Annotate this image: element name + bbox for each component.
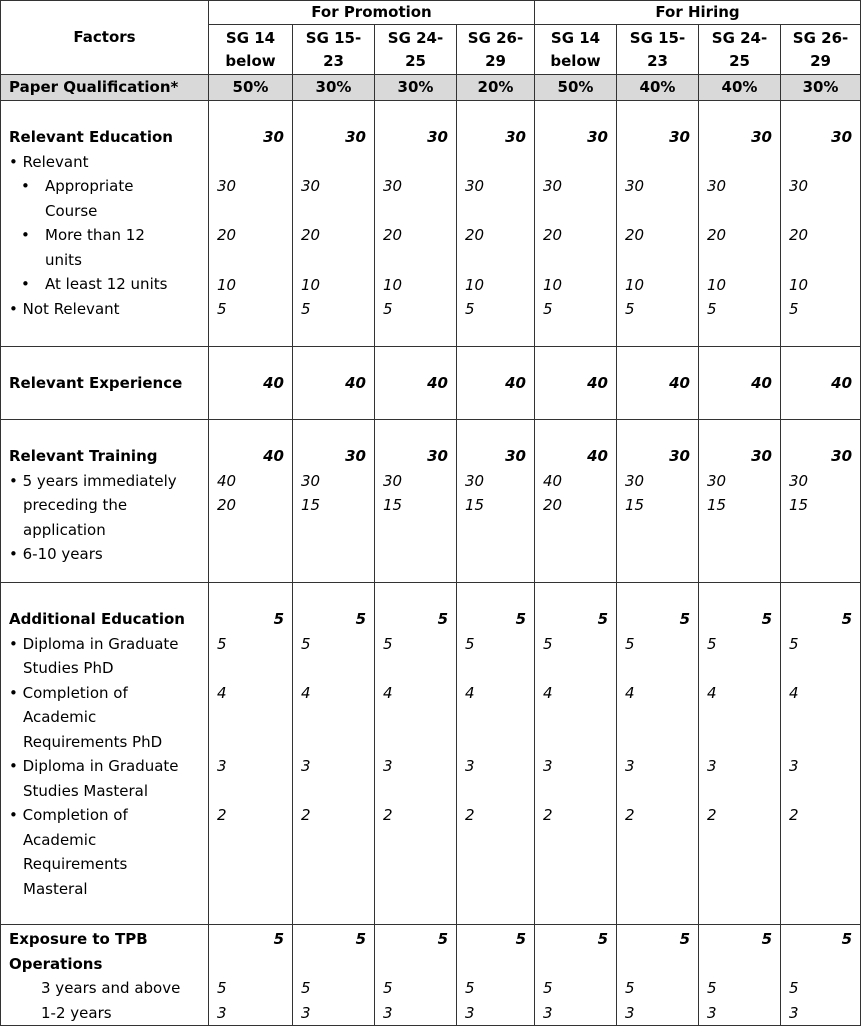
not-relevant-item: • Not Relevant [9,299,120,318]
exposure-sub-score: 5 [625,979,635,997]
exposure-title: Exposure to TPB Operations [9,930,148,973]
exposure-item-3years: 3 years and above [41,979,181,997]
sg-col-header: SG 26- 29 [457,25,535,75]
additional-score-cell [457,583,535,925]
education-sub-score: 20 [383,226,403,244]
training-sub-score: 30 [383,471,403,490]
education-sub-score: 20 [301,226,321,244]
education-max-score: 30 [751,128,772,146]
additional-education-factor [1,583,209,925]
training-sub-score: 15 [707,496,727,514]
education-sub-score: 30 [301,176,321,195]
paper-qualification-value: 20% [457,75,535,101]
sg-col-header: SG 14 below [535,25,617,75]
education-max-score: 30 [669,128,690,146]
relevant-training-title: Relevant Training [9,447,158,465]
additional-sub-score: 2 [707,806,717,824]
paper-qualification-value: 30% [781,75,861,101]
paper-qualification-value: 40% [617,75,699,101]
education-sub-score: 30 [789,176,809,195]
additional-sub-score: 4 [301,683,311,702]
exposure-max-score: 5 [679,930,690,948]
education-max-score: 30 [505,128,526,146]
education-sub-score: 5 [625,300,635,318]
additional-sub-score: 3 [217,757,227,775]
paper-qualification-value: 30% [375,75,457,101]
experience-max-score: 40 [751,373,772,392]
exposure-sub-score: 3 [543,1003,553,1022]
factors-header: Factors [1,1,209,75]
education-sub-score: 20 [217,226,237,244]
additional-sub-score: 5 [383,634,393,653]
exposure-factor [1,925,209,1026]
additional-sub-score: 5 [217,634,227,653]
paper-qualification-label: Paper Qualification* [1,75,209,101]
training-score-cell [699,420,781,583]
experience-score-cell [617,347,699,420]
sg-col-header: SG 15- 23 [293,25,375,75]
experience-score-cell [781,347,861,420]
training-max-score: 40 [263,447,284,465]
education-max-score: 30 [345,128,366,146]
additional-sub-score: 5 [465,634,475,653]
education-sub-score: 10 [217,275,237,294]
exposure-sub-score: 3 [383,1003,393,1022]
education-sub-score: 5 [217,300,227,318]
additional-sub-score: 3 [707,757,717,775]
training-score-cell [375,420,457,583]
additional-score-cell [617,583,699,925]
additional-score-cell [293,583,375,925]
education-sub-score: 10 [789,275,809,294]
education-sub-score: 20 [707,226,727,244]
exposure-sub-score: 3 [789,1003,799,1022]
additional-sub-score: 2 [217,806,227,824]
education-sub-score: 20 [625,226,645,244]
training-sub-score: 30 [301,471,321,490]
additional-score-cell [699,583,781,925]
education-score-cell [781,101,861,347]
exposure-max-score: 5 [515,930,526,948]
education-sub-score: 30 [543,176,563,195]
exposure-max-score: 5 [761,930,772,948]
relevant-education-factor [1,101,209,347]
experience-max-score: 40 [263,373,284,392]
education-score-cell [375,101,457,347]
additional-sub-score: 4 [625,683,635,702]
additional-score-cell [781,583,861,925]
exposure-score-cell [781,925,861,1026]
exposure-sub-score: 3 [465,1003,475,1022]
relevant-training-factor [1,420,209,583]
experience-max-score: 40 [669,373,690,392]
paper-qualification-value: 50% [209,75,293,101]
education-sub-score: 30 [625,176,645,195]
education-sub-score: 20 [543,226,563,244]
additional-sub-score: 5 [301,634,311,653]
additional-max-score: 5 [761,610,772,628]
additional-sub-score: 3 [789,757,799,775]
additional-sub-score: 3 [383,757,393,775]
exposure-max-score: 5 [273,930,284,948]
additional-sub-score: 4 [217,683,227,702]
training-max-score: 30 [505,447,526,465]
training-sub-score: 15 [465,496,485,514]
training-sub-score: 20 [543,496,563,514]
training-sub-score: 15 [301,496,321,514]
exposure-max-score: 5 [355,930,366,948]
training-sub-score: 30 [789,471,809,490]
exposure-sub-score: 5 [465,979,475,997]
sg-col-header: SG 24- 25 [699,25,781,75]
additional-max-score: 5 [273,610,284,628]
training-max-score: 30 [831,447,853,465]
additional-sub-score: 2 [625,806,635,824]
additional-sub-score: 4 [465,683,475,702]
education-score-cell [535,101,617,347]
at-least-12-item: • At least 12 units [21,275,168,293]
relevant-experience-row [1,347,861,420]
exposure-score-cell [457,925,535,1026]
additional-score-cell [375,583,457,925]
training-score-cell [535,420,617,583]
exposure-sub-score: 3 [707,1003,717,1022]
relevant-experience-factor [1,347,209,420]
additional-sub-score: 5 [543,634,553,653]
experience-max-score: 40 [427,373,448,392]
training-sub-score: 30 [465,471,485,490]
paper-qualification-value: 50% [535,75,617,101]
education-sub-score: 10 [625,275,645,294]
exposure-sub-score: 5 [301,979,311,997]
experience-score-cell [535,347,617,420]
education-sub-score: 5 [543,300,553,318]
education-max-score: 30 [263,128,284,146]
additional-sub-score: 2 [789,806,799,824]
exposure-score-cell [699,925,781,1026]
additional-max-score: 5 [355,610,366,628]
training-max-score: 30 [751,447,772,465]
appropriate-course-item: • Appropriate Course [21,177,134,220]
paper-qualification-value: 30% [293,75,375,101]
training-max-score: 30 [345,447,366,465]
training-sub-score: 30 [707,471,727,490]
training-item-6-10years: • 6-10 years [9,545,103,563]
experience-score-cell [457,347,535,420]
training-score-cell [293,420,375,583]
additional-score-cell [209,583,293,925]
exposure-sub-score: 5 [707,979,717,997]
training-item-5years: • 5 years immediately preceding the application [9,471,177,539]
paper-qualification-row [1,75,861,101]
sg-col-header: SG 15- 23 [617,25,699,75]
additional-score-cell [535,583,617,925]
exposure-max-score: 5 [841,930,853,948]
education-sub-score: 5 [707,300,717,318]
exposure-sub-score: 3 [217,1003,227,1022]
experience-max-score: 40 [345,373,366,392]
exposure-max-score: 5 [437,930,448,948]
experience-score-cell [699,347,781,420]
education-sub-score: 5 [301,300,311,318]
header-group-row [1,1,861,25]
additional-sub-score: 3 [625,757,635,775]
exposure-sub-score: 3 [625,1003,635,1022]
education-score-cell [617,101,699,347]
exposure-sub-score: 3 [301,1003,311,1022]
experience-score-cell [293,347,375,420]
training-sub-score: 40 [543,471,563,490]
additional-sub-score: 5 [707,634,717,653]
exposure-sub-score: 5 [217,979,227,997]
relevant-education-title: Relevant Education [9,128,173,146]
education-sub-score: 10 [465,275,485,294]
promotion-header: For Promotion [209,1,535,25]
education-sub-score: 30 [383,176,403,195]
training-sub-score: 15 [625,496,645,514]
training-score-cell [209,420,293,583]
more-than-12-item: • More than 12 units [21,226,145,269]
additional-item-diploma-phd: • Diploma in Graduate Studies PhD [9,634,179,677]
exposure-score-cell [293,925,375,1026]
additional-sub-score: 3 [543,757,553,775]
additional-sub-score: 3 [301,757,311,775]
additional-sub-score: 2 [465,806,475,824]
paper-qualification-value: 40% [699,75,781,101]
training-max-score: 40 [587,447,608,465]
additional-max-score: 5 [597,610,608,628]
additional-max-score: 5 [679,610,690,628]
education-score-cell [209,101,293,347]
additional-sub-score: 5 [789,634,799,653]
education-sub-score: 10 [383,275,403,294]
education-score-cell [699,101,781,347]
additional-sub-score: 2 [301,806,311,824]
education-max-score: 30 [587,128,608,146]
hiring-header: For Hiring [535,1,861,25]
education-score-cell [293,101,375,347]
sg-col-header: SG 24- 25 [375,25,457,75]
additional-sub-score: 4 [543,683,553,702]
training-score-cell [781,420,861,583]
additional-sub-score: 2 [383,806,393,824]
additional-education-title: Additional Education [9,610,185,628]
experience-score-cell [375,347,457,420]
training-sub-score: 20 [217,496,237,514]
additional-item-completion-phd: • Completion of Academic Requirements PhD [9,683,163,751]
training-max-score: 30 [669,447,690,465]
experience-max-score: 40 [831,373,853,392]
relevant-education-row [1,101,861,347]
additional-sub-score: 2 [543,806,553,824]
exposure-score-cell [617,925,699,1026]
relevant-training-row [1,420,861,583]
additional-sub-score: 5 [625,634,635,653]
education-sub-score: 30 [707,176,727,195]
education-sub-score: 20 [789,226,809,244]
training-sub-score: 15 [789,496,809,514]
additional-sub-score: 3 [465,757,475,775]
additional-sub-score: 4 [707,683,717,702]
education-sub-score: 10 [301,275,321,294]
additional-max-score: 5 [841,610,853,628]
education-score-cell [457,101,535,347]
education-sub-score: 10 [543,275,563,294]
education-sub-score: 20 [465,226,485,244]
training-score-cell [617,420,699,583]
education-sub-score: 5 [383,300,393,318]
additional-item-completion-masteral: • Completion of Academic Requirements Masteral [9,806,128,898]
training-sub-score: 40 [217,471,237,490]
exposure-sub-score: 5 [789,979,799,997]
additional-max-score: 5 [437,610,448,628]
additional-education-row [1,583,861,925]
training-score-cell [457,420,535,583]
sg-col-header: SG 26- 29 [781,25,861,75]
sg-col-header: SG 14 below [209,25,293,75]
exposure-sub-score: 5 [383,979,393,997]
exposure-score-cell [375,925,457,1026]
relevant-experience-title: Relevant Experience [9,373,183,392]
experience-max-score: 40 [505,373,526,392]
training-max-score: 30 [427,447,448,465]
exposure-row [1,925,861,1026]
education-max-score: 30 [831,128,853,146]
exposure-sub-score: 5 [543,979,553,997]
experience-score-cell [209,347,293,420]
relevant-bullet: • Relevant [9,152,89,171]
education-sub-score: 5 [789,300,799,318]
exposure-item-1-2years: 1-2 years [41,1003,112,1022]
education-sub-score: 10 [707,275,727,294]
exposure-score-cell [209,925,293,1026]
experience-max-score: 40 [587,373,608,392]
education-sub-score: 30 [217,176,237,195]
training-sub-score: 15 [383,496,403,514]
exposure-score-cell [535,925,617,1026]
training-sub-score: 30 [625,471,645,490]
exposure-max-score: 5 [597,930,608,948]
additional-sub-score: 4 [789,683,799,702]
additional-item-diploma-masteral: • Diploma in Graduate Studies Masteral [9,757,179,800]
education-sub-score: 5 [465,300,475,318]
additional-max-score: 5 [515,610,526,628]
additional-sub-score: 4 [383,683,393,702]
education-sub-score: 30 [465,176,485,195]
education-max-score: 30 [427,128,448,146]
